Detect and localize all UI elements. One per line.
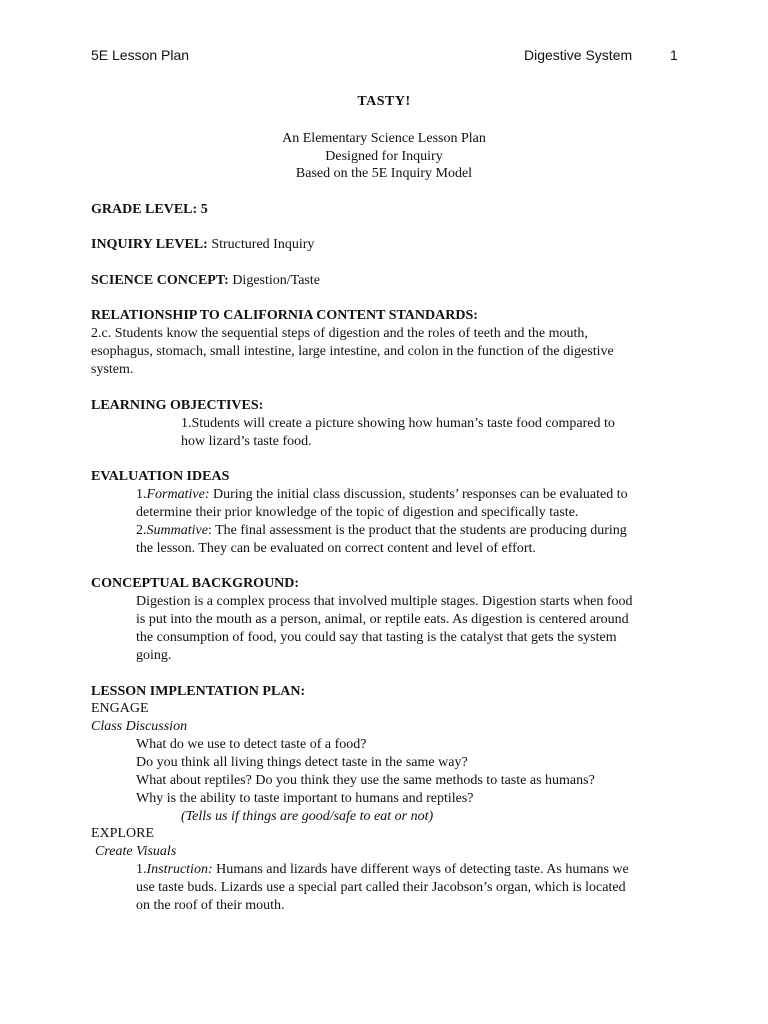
inquiry-level — [91, 237, 314, 253]
science-concept-label: SCIENCE CONCEPT: — [91, 273, 229, 288]
explore-heading: EXPLORE — [91, 826, 154, 841]
objective-line-1: 1.Students will create a picture showing how human’s taste food compared to — [181, 416, 615, 431]
objective-line-2: how lizard’s taste food. — [181, 434, 312, 449]
subtitle-line-2: Designed for Inquiry — [325, 149, 443, 164]
question-3: What about reptiles? Do you think they use the same methods to taste as humans? — [136, 773, 595, 788]
standards-line-3: system. — [91, 362, 134, 377]
objectives-heading: LEARNING OBJECTIVES: — [91, 398, 264, 413]
document-title: TASTY! — [357, 94, 411, 109]
question-2: Do you think all living things detect taste in the same way? — [136, 755, 468, 770]
engage-heading: ENGAGE — [91, 701, 149, 716]
standards-heading: RELATIONSHIP TO CALIFORNIA CONTENT STANDARDS: — [91, 308, 478, 323]
subtitle-line-1: An Elementary Science Lesson Plan — [282, 131, 486, 146]
header-right: Digestive System — [524, 47, 633, 63]
instruction-number: 1. — [136, 862, 147, 877]
engage-subheading: Class Discussion — [91, 719, 188, 734]
inquiry-level-value: Structured Inquiry — [211, 237, 315, 252]
evaluation-item-1-cont: determine their prior knowledge of the topic of digestion and specifically taste. — [136, 505, 579, 520]
evaluation-item-2-cont: the lesson. They can be evaluated on correct content and level of effort. — [136, 541, 536, 556]
evaluation-item-2-text: : The final assessment is the product that the students are producing during — [207, 523, 627, 538]
instruction-line-3: on the roof of their mouth. — [136, 898, 285, 913]
grade-level-label: GRADE LEVEL: — [91, 202, 198, 217]
standards-line-1: 2.c. Students know the sequential steps of digestion and the roles of teeth and the mouth, — [91, 326, 588, 341]
formative-label: Formative: — [146, 487, 210, 502]
instruction-line-1 — [136, 862, 629, 878]
question-1: What do we use to detect taste of a food? — [136, 737, 367, 752]
summative-label: Summative — [146, 523, 208, 538]
explore-subheading: Create Visuals — [95, 844, 177, 859]
background-line-3: the consumption of food, you could say that tasting is the catalyst that gets the system — [136, 630, 617, 645]
question-note: (Tells us if things are good/safe to eat or not) — [181, 809, 434, 824]
science-concept — [91, 273, 320, 289]
science-concept-value: Digestion/Taste — [232, 273, 320, 288]
header-left: 5E Lesson Plan — [91, 47, 190, 63]
grade-level — [91, 202, 208, 218]
instruction-line-2: use taste buds. Lizards use a special part called their Jacobson’s organ, which is located — [136, 880, 626, 895]
instruction-label: Instruction: — [146, 862, 213, 877]
background-line-1: Digestion is a complex process that involved multiple stages. Digestion starts when food — [136, 594, 633, 609]
inquiry-level-label: INQUIRY LEVEL: — [91, 237, 208, 252]
evaluation-item-1 — [136, 487, 628, 503]
background-line-4: going. — [136, 648, 172, 663]
page-number: 1 — [670, 47, 678, 63]
instruction-text-1: Humans and lizards have different ways of detecting taste. As humans we — [212, 862, 629, 877]
evaluation-heading: EVALUATION IDEAS — [91, 469, 230, 484]
plan-heading: LESSON IMPLENTATION PLAN: — [91, 684, 306, 699]
background-heading: CONCEPTUAL BACKGROUND: — [91, 576, 300, 591]
evaluation-item-2 — [136, 523, 627, 539]
standards-line-2: esophagus, stomach, small intestine, large intestine, and colon in the function of the digestive — [91, 344, 614, 359]
question-4: Why is the ability to taste important to humans and reptiles? — [136, 791, 474, 806]
background-line-2: is put into the mouth as a person, animal, or reptile eats. As digestion is centered around — [136, 612, 629, 627]
evaluation-item-2-number: 2. — [136, 523, 147, 538]
subtitle-line-3: Based on the 5E Inquiry Model — [295, 166, 473, 181]
grade-level-value: 5 — [200, 202, 208, 217]
evaluation-item-1-number: 1. — [136, 487, 147, 502]
evaluation-item-1-text: During the initial class discussion, students’ responses can be evaluated to — [209, 487, 628, 502]
